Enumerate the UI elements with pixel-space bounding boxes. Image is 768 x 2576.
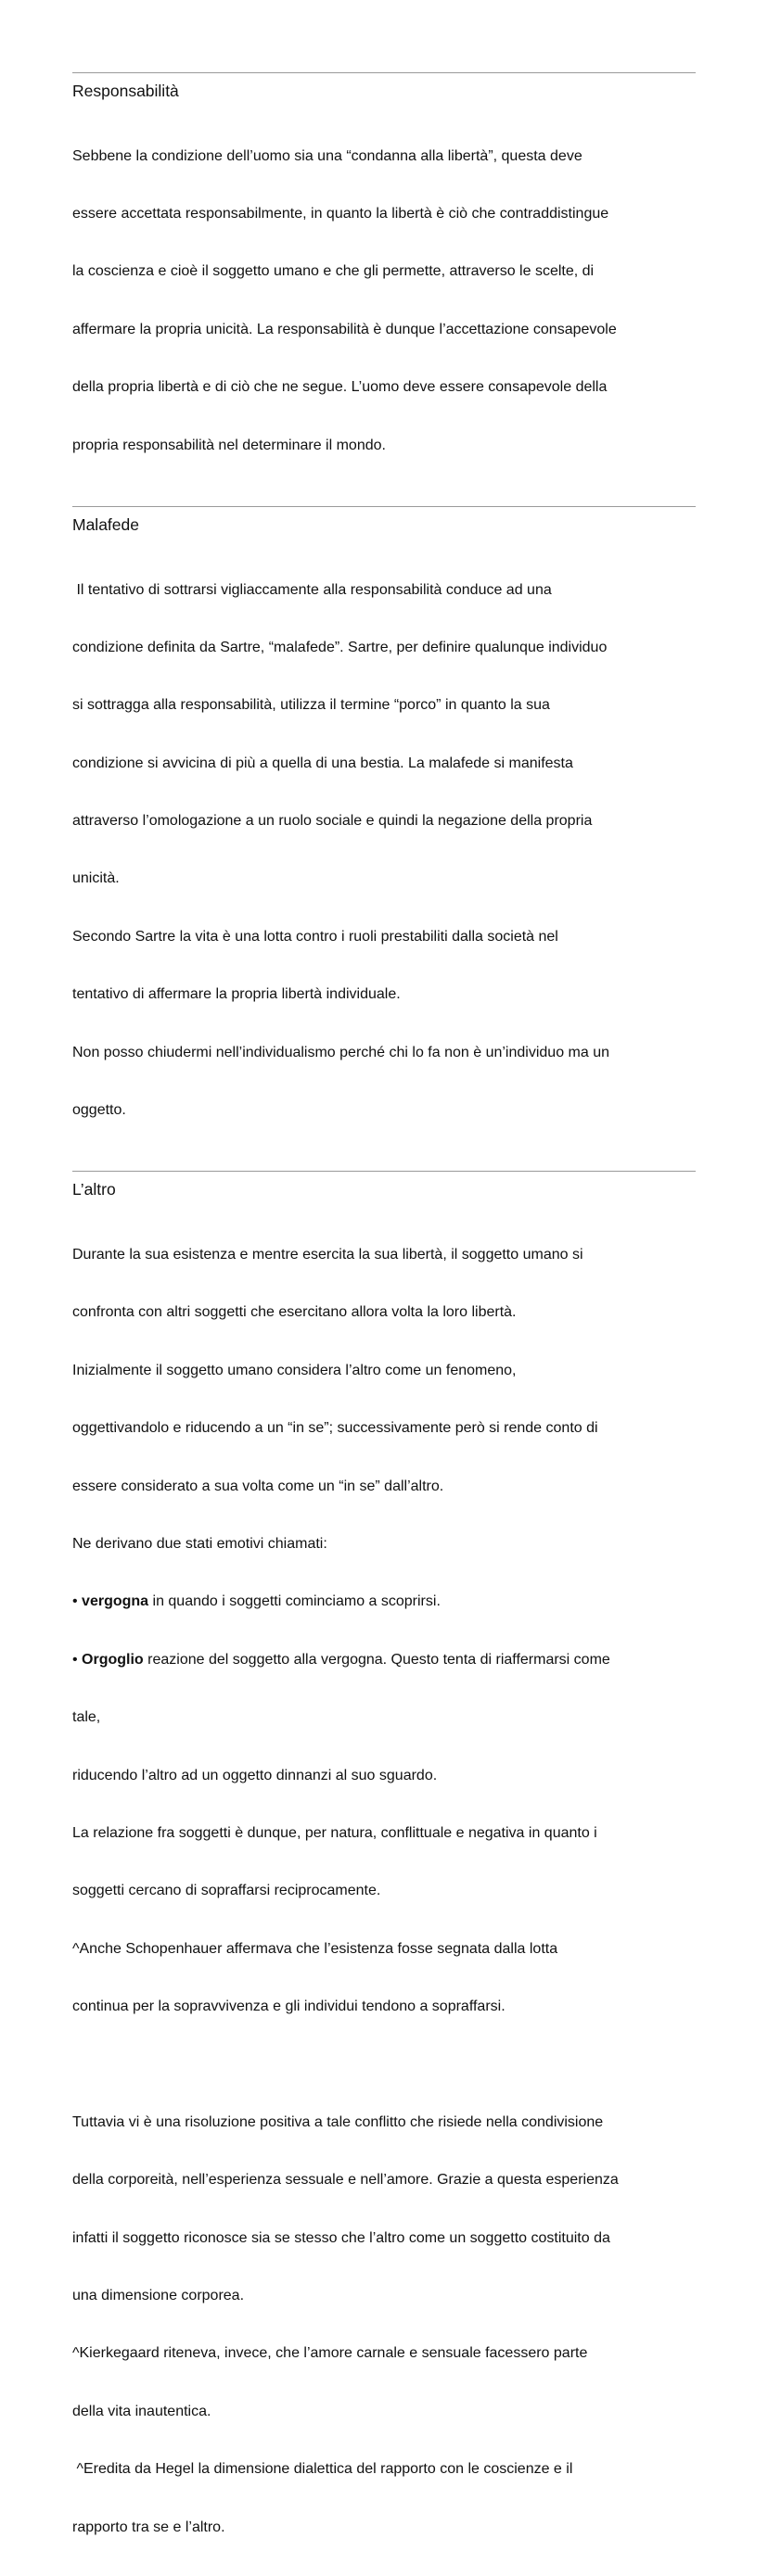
text-line: essere considerato a sua volta come un “in se” dall’altro. — [72, 1478, 444, 1494]
section-laltro — [72, 1179, 696, 2576]
text-line: attraverso l’omologazione a un ruolo sociale e quindi la negazione della propria — [72, 813, 593, 830]
text-line: propria responsabilità nel determinare il mondo. — [72, 437, 386, 453]
text-line: la coscienza e cioè il soggetto umano e che gli permette, attraverso le scelte, di — [72, 263, 595, 280]
text-line: una dimensione corporea. — [72, 2288, 245, 2304]
text-line: della corporeità, nell’esperienza sessuale e nell’amore. Grazie a questa esperienza — [72, 2172, 619, 2189]
section-body — [72, 1207, 696, 2576]
text-line: ^Anche Schopenhauer affermava che l’esistenza fosse segnata dalla lotta — [72, 1940, 558, 1957]
section-divider — [72, 1171, 696, 1172]
text-line: infatti il soggetto riconosce sia se stesso che l’altro come un soggetto costituito da — [72, 2229, 610, 2246]
text-line: ^Eredita da Hegel la dimensione dialettica del rapporto con le coscienze e il — [72, 2461, 573, 2478]
text-line: La relazione fra soggetti è dunque, per natura, conflittuale e negativa in quanto i — [72, 1824, 597, 1841]
text-line: Il tentativo di sottrarsi vigliaccamente alla responsabilità conduce ad una — [72, 581, 552, 598]
text-line: essere accettata responsabilmente, in quanto la libertà è ciò che contraddistingue — [72, 205, 609, 222]
text-line: Secondo Sartre la vita è una lotta contro i ruoli prestabiliti dalla società nel — [72, 928, 558, 945]
text-line: condizione definita da Sartre, “malafede”. Sartre, per definire qualunque individuo — [72, 639, 608, 655]
text-line: Ne derivano due stati emotivi chiamati: — [72, 1535, 327, 1552]
text-line: confronta con altri soggetti che esercitano allora volta la loro libertà. — [72, 1304, 517, 1321]
document-page — [72, 72, 696, 2576]
section-malafede — [72, 514, 696, 1160]
text-line: si sottragga alla responsabilità, utilizza il termine “porco” in quanto la sua — [72, 697, 550, 714]
bullet-text: reazione del soggetto alla vergogna. Questo tenta di riaffermarsi come — [143, 1651, 610, 1668]
text-line: continua per la sopravvivenza e gli individui tendono a sopraffarsi. — [72, 1999, 506, 2015]
text-line: Durante la sua esistenza e mentre esercita la sua libertà, il soggetto umano si — [72, 1247, 583, 1263]
text-line: della vita inautentica. — [72, 2403, 211, 2419]
text-line: riducendo l’altro ad un oggetto dinnanzi al suo sguardo. — [72, 1767, 438, 1783]
text-line: Inizialmente il soggetto umano considera l’altro come un fenomeno, — [72, 1362, 517, 1378]
section-divider — [72, 72, 696, 73]
text-line: soggetti cercano di sopraffarsi reciprocamente. — [72, 1883, 381, 1899]
bullet-marker: • — [72, 1651, 83, 1668]
section-body — [72, 542, 696, 1160]
text-line: unicità. — [72, 870, 120, 887]
bullet-text: in quando i soggetti cominciamo a scoprirsi. — [148, 1593, 441, 1610]
text-line: Tuttavia vi è una risoluzione positiva a tale conflitto che risiede nella condivisione — [72, 2113, 604, 2130]
section-heading: Malafede — [72, 514, 139, 534]
section-responsabilita — [72, 81, 696, 494]
text-line: ^Kierkegaard riteneva, invece, che l’amore carnale e sensuale facessero parte — [72, 2345, 588, 2362]
text-line: della propria libertà e di ciò che ne segue. L’uomo deve essere consapevole della — [72, 379, 608, 396]
section-body — [72, 108, 696, 494]
bullet-term: vergogna — [82, 1593, 149, 1610]
text-line: Sebbene la condizione dell’uomo sia una “condanna alla libertà”, questa deve — [72, 147, 582, 164]
bullet-marker: • — [72, 1593, 83, 1610]
text-line: Non posso chiudermi nell’individualismo perché chi lo fa non è un’individuo ma un — [72, 1044, 609, 1060]
section-heading: Responsabilità — [72, 82, 179, 100]
bullet-term: Orgoglio — [82, 1651, 144, 1668]
text-line: affermare la propria unicità. La responsabilità è dunque l’accettazione consapevole — [72, 321, 617, 337]
text-line: condizione si avvicina di più a quella di una bestia. La malafede si manifesta — [72, 755, 573, 771]
text-line: oggetto. — [72, 1102, 126, 1119]
text-line: tentativo di affermare la propria libertà individuale. — [72, 986, 401, 1003]
bullet-item-orgoglio — [72, 1651, 696, 1670]
section-heading: L’altro — [72, 1180, 116, 1199]
section-divider — [72, 506, 696, 507]
text-line: tale, — [72, 1709, 101, 1726]
text-line: rapporto tra se e l’altro. — [72, 2519, 225, 2535]
text-line: oggettivandolo e riducendo a un “in se”; successivamente però si rende conto di — [72, 1420, 598, 1437]
bullet-item-vergogna — [72, 1593, 696, 1612]
